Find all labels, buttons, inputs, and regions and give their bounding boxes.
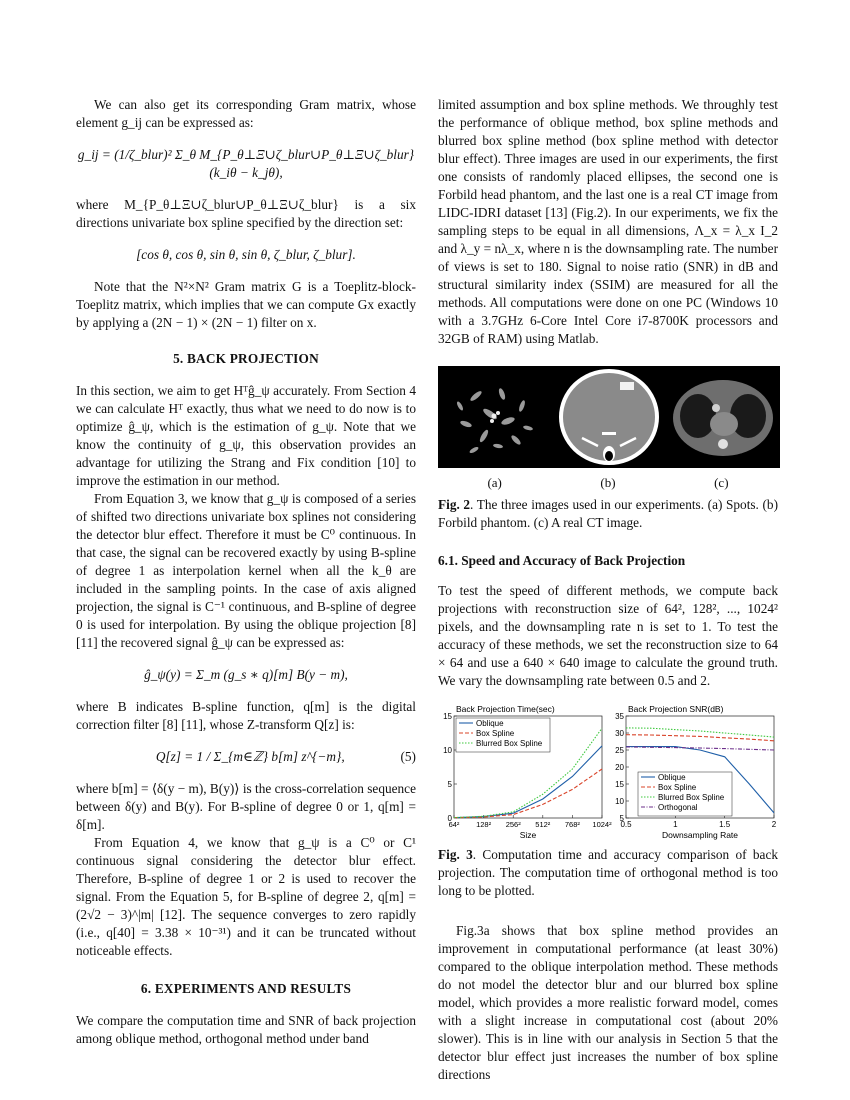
x-tick-label: 1.5	[719, 820, 731, 829]
y-tick-label: 10	[615, 797, 624, 806]
figure-2-caption	[438, 496, 778, 532]
y-tick-label: 35	[615, 712, 624, 721]
forbild-phantom-image	[552, 366, 666, 468]
x-tick-label: 128²	[476, 820, 492, 829]
y-tick-label: 10	[443, 746, 452, 755]
time-chart	[438, 704, 612, 842]
paragraph: From Equation 3, we know that g_ψ is composed of a series of shifted two directions univariate box splines not considering the detector blur effect. Therefore it must be C⁰ continuous. In that case, the signal can be recovered exactly by using B-spline of degree 1 as interpolation kernel when all the k_θ are included in the sampling points. In the case of axis aligned projection, the signal is C⁻¹ continuous, and B-spline of degree 0 is used for interpolation. By using the oblique projection [8] [11] the recovered signal ĝ_ψ can be expressed as:	[76, 491, 416, 650]
y-tick-label: 25	[615, 746, 624, 755]
chart-title: Back Projection Time(sec)	[456, 704, 555, 714]
paragraph: From Equation 4, we know that g_ψ is a C⁰ or C¹ continuous signal considering the detector blur effect. Therefore, B-spline of degree 1 or 2 is used to recover the signal. From the Equation 5, for B-spline of degree 2, q[m] = (2√2 − 3)^|m| [12]. The sequence converges to zero rapidly (i.e., q[40] = 3.38 × 10⁻³¹) and it can be truncated without noticeable effects.	[76, 835, 416, 958]
equation-gram: g_ij = (1/ζ_blur)² Σ_θ M_{P_θ⊥Ξ∪ζ_blur∪P_θ⊥Ξ∪ζ_blur}(k_iθ − k_jθ),	[77, 147, 415, 180]
equation-body: Q[z] = 1 / Σ_{m∈ℤ} b[m] z^{−m},	[155, 749, 345, 764]
paragraph: We can also get its corresponding Gram matrix, whose element g_ij can be expressed as:	[76, 97, 416, 130]
panel-label: (a)	[487, 475, 502, 490]
x-axis-label: Downsampling Rate	[661, 830, 739, 840]
x-axis-label: Size	[519, 830, 537, 840]
section-heading: 6. EXPERIMENTS AND RESULTS	[140, 981, 352, 996]
legend-label: Blurred Box Spline	[476, 739, 543, 748]
y-tick-label: 15	[443, 712, 452, 721]
caption-text: . The three images used in our experiments. (a) Spots. (b) Forbild phantom. (c) A real CT image.	[438, 497, 778, 530]
x-tick-label: 0.5	[620, 820, 632, 829]
x-tick-label: 1024²	[592, 820, 612, 829]
snr-chart	[610, 704, 778, 842]
x-tick-label: 1	[673, 820, 678, 829]
series-line	[454, 769, 602, 818]
left-column	[76, 96, 416, 1048]
x-tick-label: 768²	[564, 820, 580, 829]
legend-label: Oblique	[658, 773, 686, 782]
paragraph: We compare the computation time and SNR of back projection among oblique method, orthogonal method under band	[76, 1013, 416, 1046]
subsection-heading: 6.1. Speed and Accuracy of Back Projection	[438, 553, 686, 568]
y-tick-label: 5	[447, 780, 452, 789]
legend-label: Box Spline	[476, 729, 515, 738]
caption-text: . Computation time and accuracy comparison of back projection. The computation time of orthogonal method is too long to be plotted.	[438, 847, 779, 898]
y-tick-label: 15	[615, 780, 624, 789]
paragraph: In this section, we aim to get Hᵀĝ_ψ accurately. From Section 4 we can calculate Hᵀ exactly, thus what we need to do now is to optimize ĝ_ψ, which is the estimation of g_ψ. Note that we know the continuity of g_ψ, this observation provides an advantage for utilizing the Strang and Fix condition [10] to improve the estimation in our method.	[76, 383, 416, 488]
x-tick-label: 2	[771, 820, 777, 829]
legend-label: Box Spline	[658, 783, 697, 792]
x-tick-label: 256²	[505, 820, 521, 829]
chart-title: Back Projection SNR(dB)	[628, 704, 724, 714]
right-column	[438, 96, 778, 1084]
caption-label: Fig. 2	[438, 497, 471, 512]
paragraph: where M_{P_θ⊥Ξ∪ζ_blur∪P_θ⊥Ξ∪ζ_blur} is a six directions univariate box spline specified by the direction set:	[76, 197, 416, 230]
equation-number: (5)	[400, 749, 416, 764]
x-tick-label: 64²	[448, 820, 460, 829]
legend-label: Blurred Box Spline	[658, 793, 725, 802]
y-tick-label: 30	[615, 729, 624, 738]
section-heading: 5. BACK PROJECTION	[173, 351, 319, 366]
panel-label: (b)	[600, 475, 616, 490]
series-line	[626, 728, 774, 737]
paragraph: To test the speed of different methods, we compute back projections with reconstruction size of 64², 128², ..., 1024² pixels, and the downsampling rate n is set to 1. To test the accuracy of these methods, we set the reconstruction size to 64 × 64 and use a 640 × 640 image to calculate the ground truth. We vary the downsampling rate between 0.5 and 2.	[438, 583, 778, 688]
y-tick-label: 20	[615, 763, 624, 772]
legend-label: Oblique	[476, 719, 504, 728]
y-tick-label: 0	[447, 814, 452, 823]
paragraph: Note that the N²×N² Gram matrix G is a Toeplitz-block-Toeplitz matrix, which implies that we can compute Gx exactly by applying a (2N − 1) × (2N − 1) filter on x.	[76, 279, 416, 330]
figure-2	[438, 366, 778, 468]
caption-label: Fig. 3	[438, 847, 473, 862]
paragraph: limited assumption and box spline methods. We throughly test the performance of oblique method, box spline methods and blurred box spline method (box spline method with detector blur effect). Three images are used in our experiments, the first one consists of randomly placed ellipses, the second one is Forbild head phantom, and the last one is a real CT image from LIDC-IDRI dataset [13] (Fig.2). In our experiments, we fix the sampling steps to be equal in all dimensions, Λ_x = λ_x I_2 and λ_y = nλ_x, where n is the downsampling rate. The number of views is set to 180. Signal to noise ratio (SNR) in dB and structural similarity index (SSIM) are measured for all the methods. All computations were done on one PC (Windows 10 with a 3.7GHz 6-Core Intel Core i7-8700K processors and 32GB of RAM) using Matlab.	[438, 97, 778, 346]
y-tick-label: 5	[619, 814, 624, 823]
equation-direction-set: [cos θ, cos θ, sin θ, sin θ, ζ_blur, ζ_blur].	[136, 247, 356, 262]
legend-label: Orthogonal	[658, 803, 698, 812]
ct-image	[666, 366, 780, 468]
figure-3-caption	[438, 846, 778, 900]
panel-label: (c)	[714, 475, 729, 490]
paragraph: where B indicates B-spline function, q[m] is the digital correction filter [8] [11], whose Z-transform Q[z] is:	[76, 699, 416, 732]
paragraph: Fig.3a shows that box spline method provides an improvement in computational performance (at least 30%) compared to the oblique interpolation method. These methods do not model the detector blur and our blurred box spline model, which provides a more realistic forward model, comes with a slight increase in computational cost (about 20% slower). This is in line with our analysis in Section 5 that the detector blur effect just increases the number of box spline directions	[438, 923, 778, 1082]
equation-z-transform	[76, 748, 416, 766]
figure-3	[438, 704, 778, 842]
figure-2-labels	[438, 474, 778, 492]
equation-recovered-signal: ĝ_ψ(y) = Σ_m (g_s ∗ q)[m] B(y − m),	[144, 667, 348, 682]
series-line	[454, 746, 602, 818]
spots-image	[438, 366, 552, 468]
x-tick-label: 512²	[535, 820, 551, 829]
paragraph: where b[m] = ⟨δ(y − m), B(y)⟩ is the cross-correlation sequence between δ(y) and B(y). For B-spline of degree 0 or 1, q[m] = δ[m].	[76, 781, 416, 832]
